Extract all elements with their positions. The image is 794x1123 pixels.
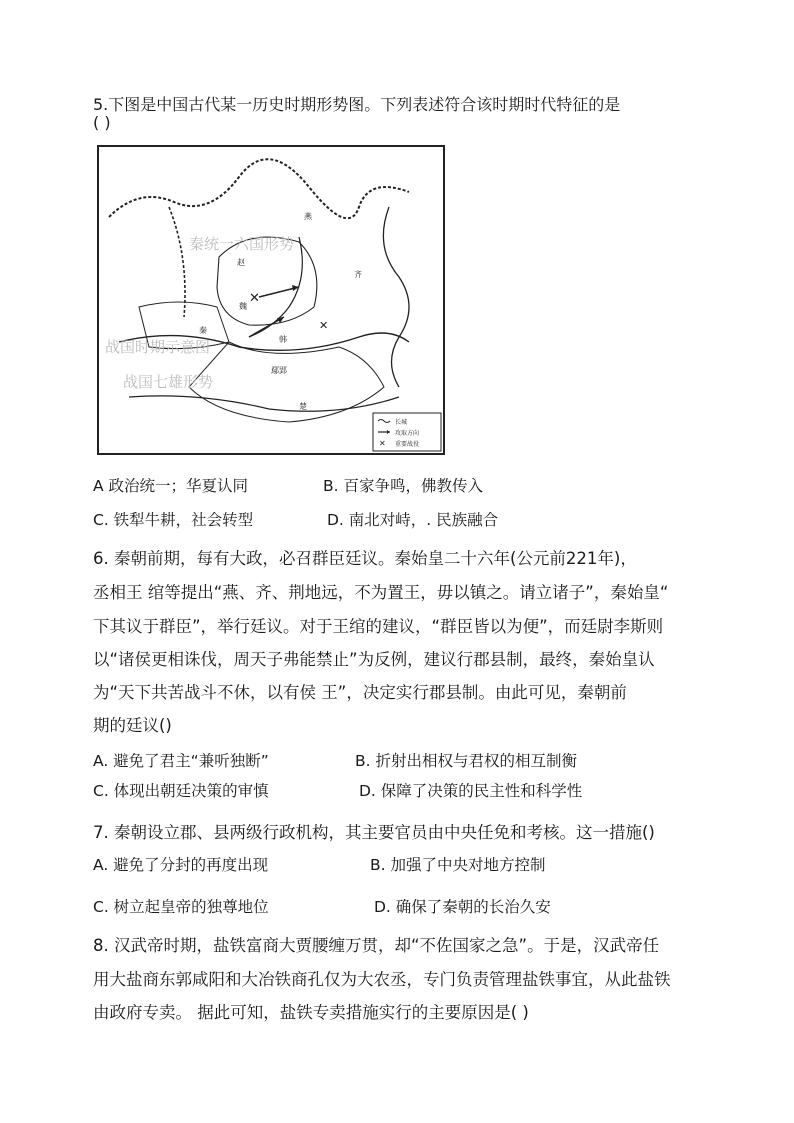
- q7-option-a: A. 避免了分封的再度出现: [93, 856, 269, 874]
- historical-map: [97, 145, 445, 455]
- map-label-han: 韩: [279, 335, 287, 344]
- legend-route: 攻取方向: [395, 430, 420, 437]
- svg-text:战国七雄形势: 战国七雄形势: [123, 373, 214, 391]
- q7-stem: 7. 秦朝设立郡、县两级行政机构，其主要官员由中央任免和考核。这一措施(): [93, 823, 655, 842]
- svg-text:✕: ✕: [319, 319, 329, 332]
- map-label-yanying: 鄢郢: [271, 366, 287, 375]
- legend-great-wall: 长城: [395, 419, 408, 426]
- q6-option-c: C. 体现出朝廷决策的审慎: [93, 782, 269, 800]
- q7-option-b: B. 加强了中央对地方控制: [370, 856, 546, 874]
- q6-line-6: 期的廷议(): [93, 716, 172, 735]
- q6-line-3: 下其议于群臣”，举行廷议。对于王绾的建议，“群臣皆以为便”，而廷尉李斯则: [93, 617, 664, 636]
- q7-option-c: C. 树立起皇帝的独尊地位: [93, 898, 269, 916]
- map-label-chu: 楚: [299, 402, 307, 411]
- q5-option-c: C. 铁犁牛耕，社会转型: [93, 511, 254, 529]
- q8-line-3: 由政府专卖。 据此可知，盐铁专卖措施实行的主要原因是( ): [93, 1003, 529, 1022]
- q5-stem: 5.下图是中国古代某一历史时期形势图。下列表述符合该时期时代特征的是: [93, 95, 621, 114]
- map-label-qi: 齐: [354, 270, 362, 279]
- q6-line-4: 以“诸侯更相诛伐，周天子弗能禁止”为反例，建议行郡县制，最终，秦始皇认: [93, 650, 655, 669]
- q8-line-2: 用大盐商东郭咸阳和大冶铁商孔仅为大农丞，专门负责管理盐铁事宜，从此盐铁: [93, 970, 671, 989]
- q6-option-d: D. 保障了决策的民主性和科学性: [359, 782, 583, 800]
- q6-line-1: 6. 秦朝前期，每有大政，必召群臣廷议。秦始皇二十六年(公元前221年)，: [93, 549, 637, 568]
- map-label-zhao: 赵: [237, 258, 245, 267]
- q5-option-b: B. 百家争鸣，佛教传入: [323, 477, 483, 495]
- map-drawing: [99, 147, 443, 453]
- q6-line-5: 为“天下共苦战斗不休，以有侯 王”，决定实行郡县制。由此可见，秦朝前: [93, 683, 627, 702]
- svg-text:✕: ✕: [249, 291, 260, 306]
- q7-option-d: D. 确保了秦朝的长治久安: [374, 898, 551, 916]
- q6-line-2: 丞相王 绾等提出“燕、齐、荆地远，不为置王，毋以镇之。请立诸子”，秦始皇“: [93, 583, 669, 602]
- q8-line-1: 8. 汉武帝时期，盐铁富商大贾腰缠万贯，却“不佐国家之急”。于是，汉武帝任: [93, 936, 660, 955]
- q6-option-a: A. 避免了君主“兼听独断”: [93, 752, 269, 770]
- map-label-yan: 燕: [304, 212, 312, 221]
- map-label-qin: 秦: [199, 326, 207, 335]
- map-label-wei: 魏: [239, 302, 247, 311]
- q5-option-d: D. 南北对峙，. 民族融合: [327, 511, 499, 529]
- svg-text:秦统一六国形势: 秦统一六国形势: [189, 235, 295, 253]
- q5-option-a: A 政治统一；华夏认同: [93, 477, 249, 495]
- map-legend: [373, 413, 441, 451]
- legend-battle: 重要战役: [395, 441, 420, 448]
- svg-text:✕: ✕: [379, 439, 386, 448]
- q5-answer-paren: ( ): [93, 113, 111, 132]
- svg-text:战国时期示意图: 战国时期示意图: [105, 338, 211, 356]
- q6-option-b: B. 折射出相权与君权的相互制衡: [355, 752, 577, 770]
